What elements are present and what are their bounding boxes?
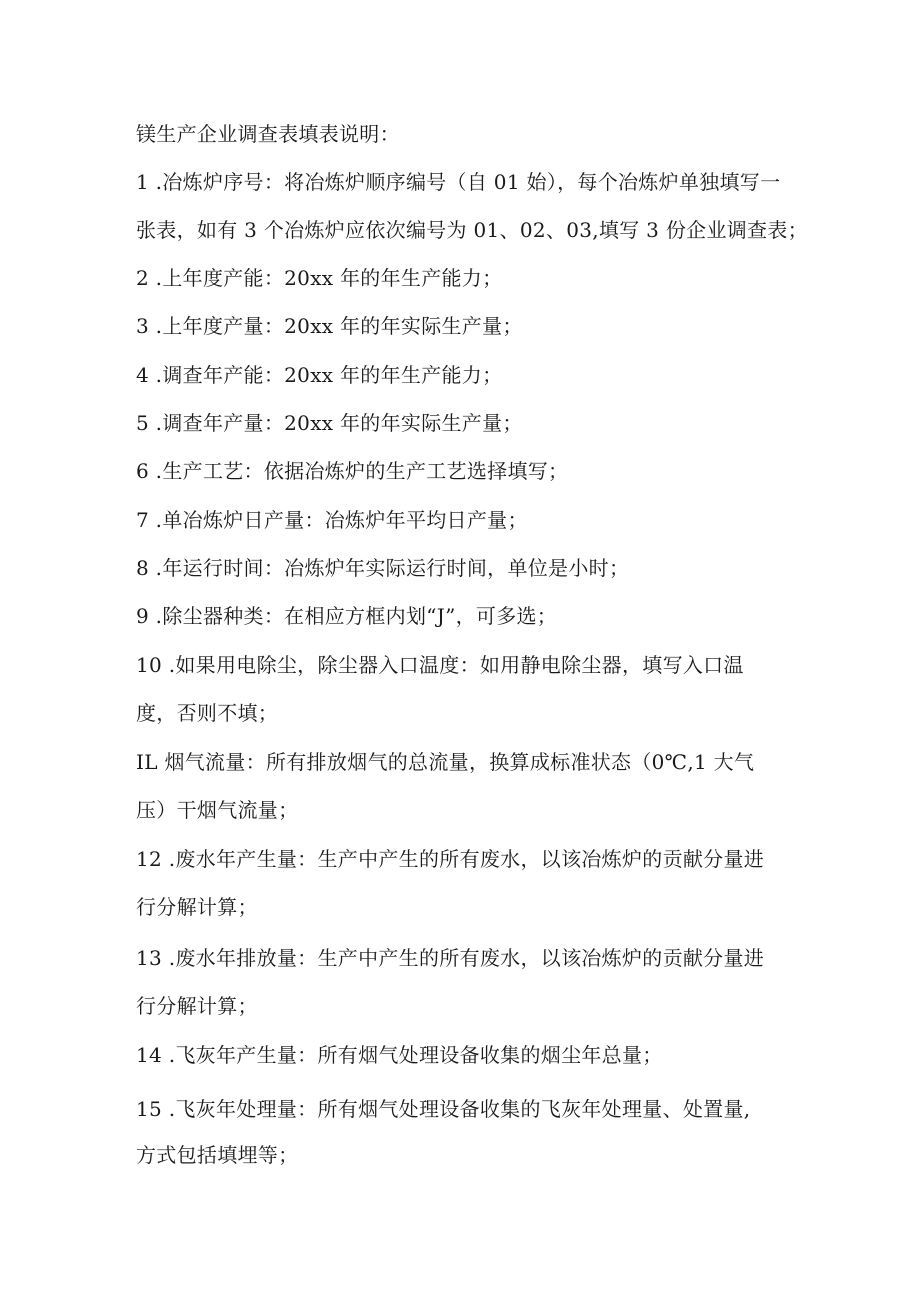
document-title: 镁生产企业调查表填表说明： [136,122,400,146]
instruction-line: 行分解计算； [136,895,258,919]
instruction-line: 15 .飞灰年处理量：所有烟气处理设备收集的飞灰年处理量、处置量, [136,1097,751,1121]
instruction-line: 13 .废水年排放量：生产中产生的所有废水，以该冶炼炉的贡献分量进 [136,946,765,970]
instruction-line: 12 .废水年产生量：生产中产生的所有废水，以该冶炼炉的贡献分量进 [136,847,765,871]
instruction-line: 行分解计算； [136,994,258,1018]
instruction-line: 8 .年运行时间：冶炼炉年实际运行时间，单位是小时； [136,556,630,580]
instruction-line: 度，否则不填； [136,701,279,725]
instruction-line: 1 .冶炼炉序号：将冶炼炉顺序编号（自 01 始），每个冶炼炉单独填写一 [136,170,781,194]
instruction-line: 9 .除尘器种类：在相应方框内划“J”，可多选； [136,604,558,628]
instruction-line: IL 烟气流量：所有排放烟气的总流量，换算成标准状态（0℃,1 大气 [136,750,755,774]
instruction-line: 7 .单冶炼炉日产量：冶炼炉年平均日产量； [136,508,528,532]
instruction-line: 2 .上年度产能：20xx 年的年生产能力； [136,266,503,290]
instruction-line: 张表，如有 3 个冶炼炉应依次编号为 01、02、03,填写 3 份企业调查表； [136,218,808,242]
instruction-line: 3 .上年度产量：20xx 年的年实际生产量； [136,314,523,338]
instruction-line: 5 .调查年产量：20xx 年的年实际生产量； [136,411,523,435]
instruction-line: 14 .飞灰年产生量：所有烟气处理设备收集的烟尘年总量； [136,1043,663,1067]
instruction-line: 压）干烟气流量； [136,798,299,822]
instruction-line: 方式包括填埋等； [136,1143,299,1167]
instruction-line: 10 .如果用电除尘，除尘器入口温度：如用静电除尘器，填写入口温 [136,653,744,677]
instruction-line: 6 .生产工艺：依据冶炼炉的生产工艺选择填写； [136,459,569,483]
instruction-line: 4 .调查年产能：20xx 年的年生产能力； [136,363,503,387]
